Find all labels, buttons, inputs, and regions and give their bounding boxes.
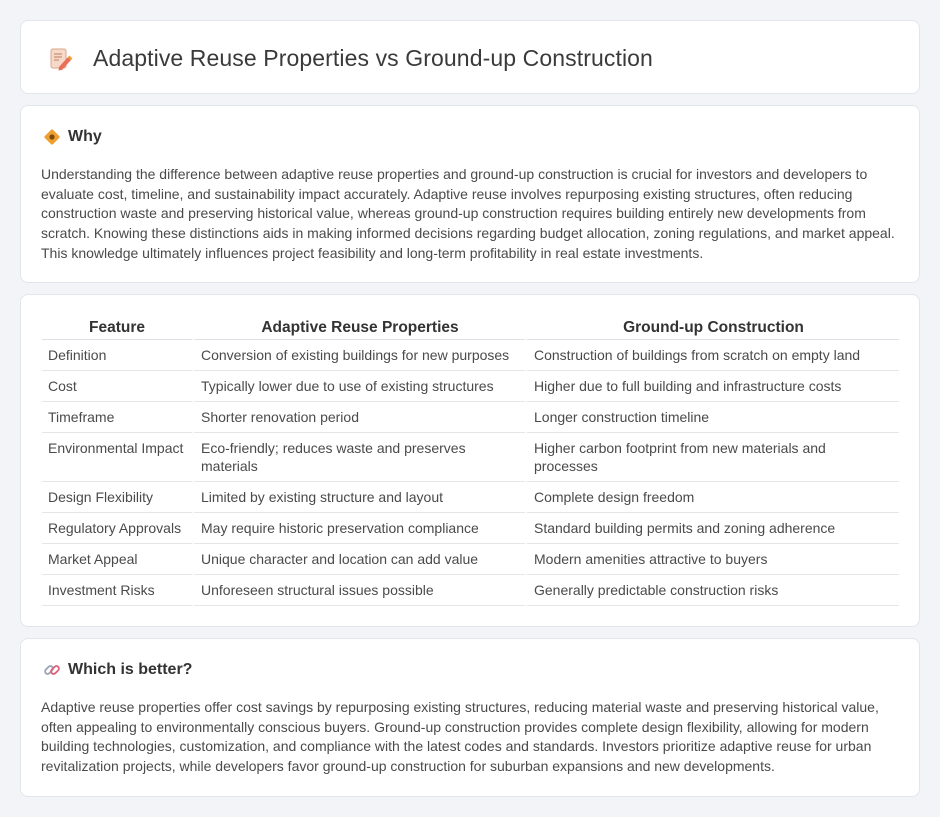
row-feature: Timeframe [42, 402, 192, 433]
page-title: Adaptive Reuse Properties vs Ground-up Construction [93, 45, 653, 71]
row-feature: Environmental Impact [42, 433, 192, 482]
why-card [20, 105, 920, 283]
table-row [42, 482, 899, 513]
row-groundup: Generally predictable construction risks [525, 575, 899, 606]
title-card [20, 20, 920, 94]
row-adaptive: Limited by existing structure and layout [192, 482, 525, 513]
why-heading-row [43, 128, 102, 146]
row-groundup: Complete design freedom [525, 482, 899, 513]
table-header-row [42, 316, 899, 340]
row-feature: Investment Risks [42, 575, 192, 606]
better-heading-row [43, 661, 192, 679]
header-ground-up: Ground-up Construction [525, 316, 899, 340]
row-groundup: Longer construction timeline [525, 402, 899, 433]
comparison-table [42, 316, 899, 606]
row-adaptive: Shorter renovation period [192, 402, 525, 433]
table-row [42, 340, 899, 371]
row-groundup: Higher carbon footprint from new materials and processes [525, 433, 899, 482]
row-groundup: Construction of buildings from scratch on empty land [525, 340, 899, 371]
row-adaptive: Unique character and location can add value [192, 544, 525, 575]
header-feature: Feature [42, 316, 192, 340]
which-is-better-card [20, 638, 920, 797]
row-groundup: Higher due to full building and infrastructure costs [525, 371, 899, 402]
table-row [42, 402, 899, 433]
header-adaptive-reuse: Adaptive Reuse Properties [192, 316, 525, 340]
why-heading: Why [68, 128, 102, 145]
row-adaptive: Eco-friendly; reduces waste and preserves materials [192, 433, 525, 482]
table-row [42, 513, 899, 544]
table-row [42, 544, 899, 575]
row-adaptive: May require historic preservation compliance [192, 513, 525, 544]
row-adaptive: Typically lower due to use of existing structures [192, 371, 525, 402]
why-text: Understanding the difference between adaptive reuse properties and ground-up construction is crucial for investors and developers to evaluate cost, timeline, and sustainability impact accurately. Adaptive reuse involves repurposing existing structures, often reducing construction waste and preserving historical value, whereas ground-up construction requires building entirely new developments from scratch. Knowing these distinctions aids in making informed decisions regarding budget allocation, zoning regulations, and market appeal. This knowledge ultimately influences project feasibility and long-term profitability in real estate investments. [41, 166, 895, 261]
row-feature: Regulatory Approvals [42, 513, 192, 544]
row-adaptive: Conversion of existing buildings for new purposes [192, 340, 525, 371]
row-feature: Market Appeal [42, 544, 192, 575]
link-icon [43, 661, 61, 679]
table-row [42, 371, 899, 402]
row-feature: Definition [42, 340, 192, 371]
diamond-sign-icon [43, 128, 61, 146]
row-feature: Design Flexibility [42, 482, 192, 513]
row-groundup: Standard building permits and zoning adherence [525, 513, 899, 544]
better-heading: Which is better? [68, 661, 193, 678]
table-row [42, 433, 899, 482]
table-row [42, 575, 899, 606]
comparison-table-card [20, 294, 920, 627]
row-adaptive: Unforeseen structural issues possible [192, 575, 525, 606]
row-feature: Cost [42, 371, 192, 402]
document-pencil-icon [47, 46, 73, 72]
title-wrap [47, 45, 653, 72]
row-groundup: Modern amenities attractive to buyers [525, 544, 899, 575]
better-text: Adaptive reuse properties offer cost savings by repurposing existing structures, reducing material waste and preserving historical value, often appealing to environmentally conscious buyers. Ground-up construction provides complete design flexibility, allowing for modern building technologies, customization, and compliance with the latest codes and standards. Investors prioritize adaptive reuse for urban revitalization projects, while developers favor ground-up construction for suburban expansions and new developments. [41, 699, 879, 775]
